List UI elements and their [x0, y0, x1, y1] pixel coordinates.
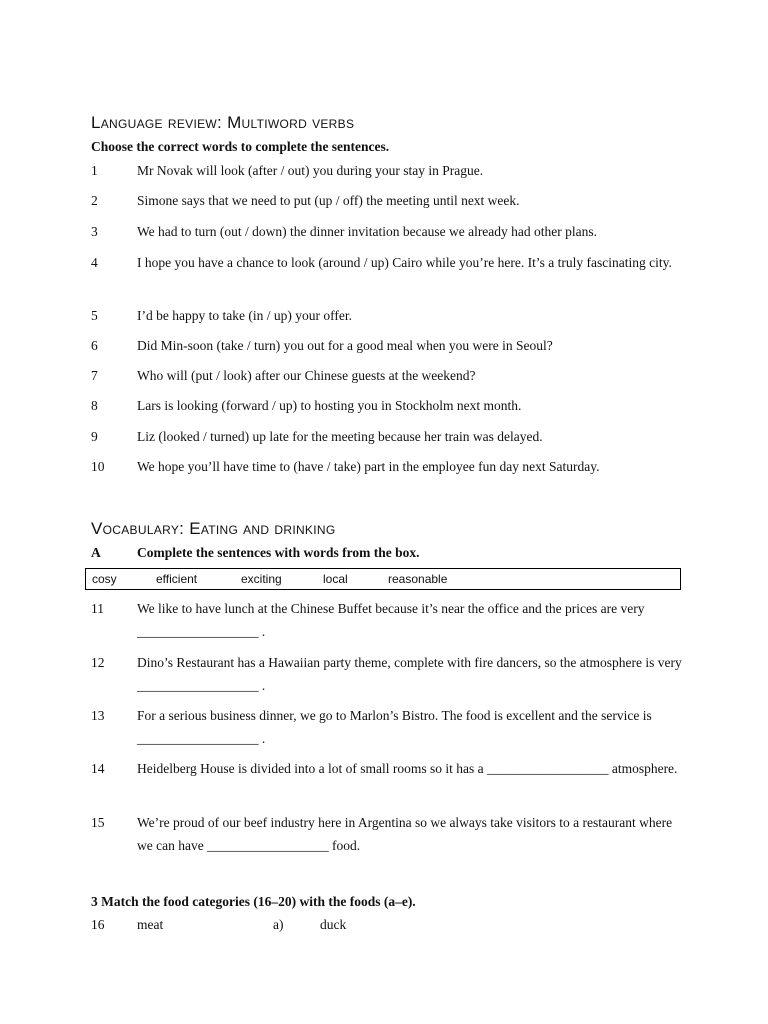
- item-text: Simone says that we need to put (up / off) the meeting until next week.: [137, 193, 520, 208]
- section-instruction: Complete the sentences with words from the box.: [137, 545, 420, 560]
- part-label: A: [91, 545, 101, 560]
- match-letter: a): [273, 917, 284, 932]
- item-text: Heidelberg House is divided into a lot of small rooms so it has a __________________ atmosphere.: [137, 761, 678, 776]
- item-number: 1: [91, 163, 98, 178]
- item-number: 4: [91, 255, 98, 270]
- item-number: 9: [91, 429, 98, 444]
- match-category: meat: [137, 917, 164, 932]
- item-number: 13: [91, 708, 105, 723]
- word-box-item: reasonable: [388, 572, 448, 586]
- item-text: I hope you have a chance to look (around / up) Cairo while you’re here. It’s a truly fascinating city.: [137, 255, 672, 270]
- item-text: Did Min-soon (take / turn) you out for a good meal when you were in Seoul?: [137, 338, 553, 353]
- word-box: [85, 568, 681, 590]
- section-title-eating-drinking: Vocabulary: Eating and drinking: [91, 519, 336, 538]
- item-number: 5: [91, 308, 98, 323]
- item-text: For a serious business dinner, we go to Marlon’s Bistro. The food is excellent and the service is __________________ .: [137, 708, 652, 746]
- item-text: We hope you’ll have time to (have / take) part in the employee fun day next Saturday.: [137, 459, 600, 474]
- item-number: 11: [91, 601, 104, 616]
- item-text: Lars is looking (forward / up) to hosting you in Stockholm next month.: [137, 398, 522, 413]
- item-number: 10: [91, 459, 105, 474]
- item-number: 6: [91, 338, 98, 353]
- item-number: 15: [91, 815, 105, 830]
- item-text: We like to have lunch at the Chinese Buffet because it’s near the office and the prices are very __________________ .: [137, 601, 645, 639]
- word-box-item: efficient: [156, 572, 198, 586]
- section-instruction: Choose the correct words to complete the sentences.: [91, 139, 390, 154]
- item-number: 12: [91, 655, 105, 670]
- match-number: 16: [91, 917, 105, 932]
- word-box-item: local: [323, 572, 348, 586]
- item-text: We had to turn (out / down) the dinner invitation because we already had other plans.: [137, 224, 598, 239]
- item-text: I’d be happy to take (in / up) your offer.: [137, 308, 352, 323]
- word-box-item: exciting: [241, 572, 282, 586]
- item-number: 8: [91, 398, 98, 413]
- match-food: duck: [320, 917, 347, 932]
- item-text: Who will (put / look) after our Chinese guests at the weekend?: [137, 368, 476, 383]
- item-text: We’re proud of our beef industry here in Argentina so we always take visitors to a restaurant where we can have __________________ food.: [137, 815, 673, 853]
- item-number: 7: [91, 368, 98, 383]
- item-text: Dino’s Restaurant has a Hawaiian party theme, complete with fire dancers, so the atmosphere is very __________________ .: [137, 655, 682, 693]
- section-title-match: 3 Match the food categories (16–20) with the foods (a–e).: [91, 894, 416, 909]
- item-number: 14: [91, 761, 105, 776]
- item-text: Mr Novak will look (after / out) you during your stay in Prague.: [137, 163, 484, 178]
- item-number: 2: [91, 193, 98, 208]
- section-title-multiword-verbs: Language review: Multiword verbs: [91, 113, 355, 132]
- word-box-item: cosy: [92, 572, 117, 586]
- item-text: Liz (looked / turned) up late for the meeting because her train was delayed.: [137, 429, 543, 444]
- item-number: 3: [91, 224, 98, 239]
